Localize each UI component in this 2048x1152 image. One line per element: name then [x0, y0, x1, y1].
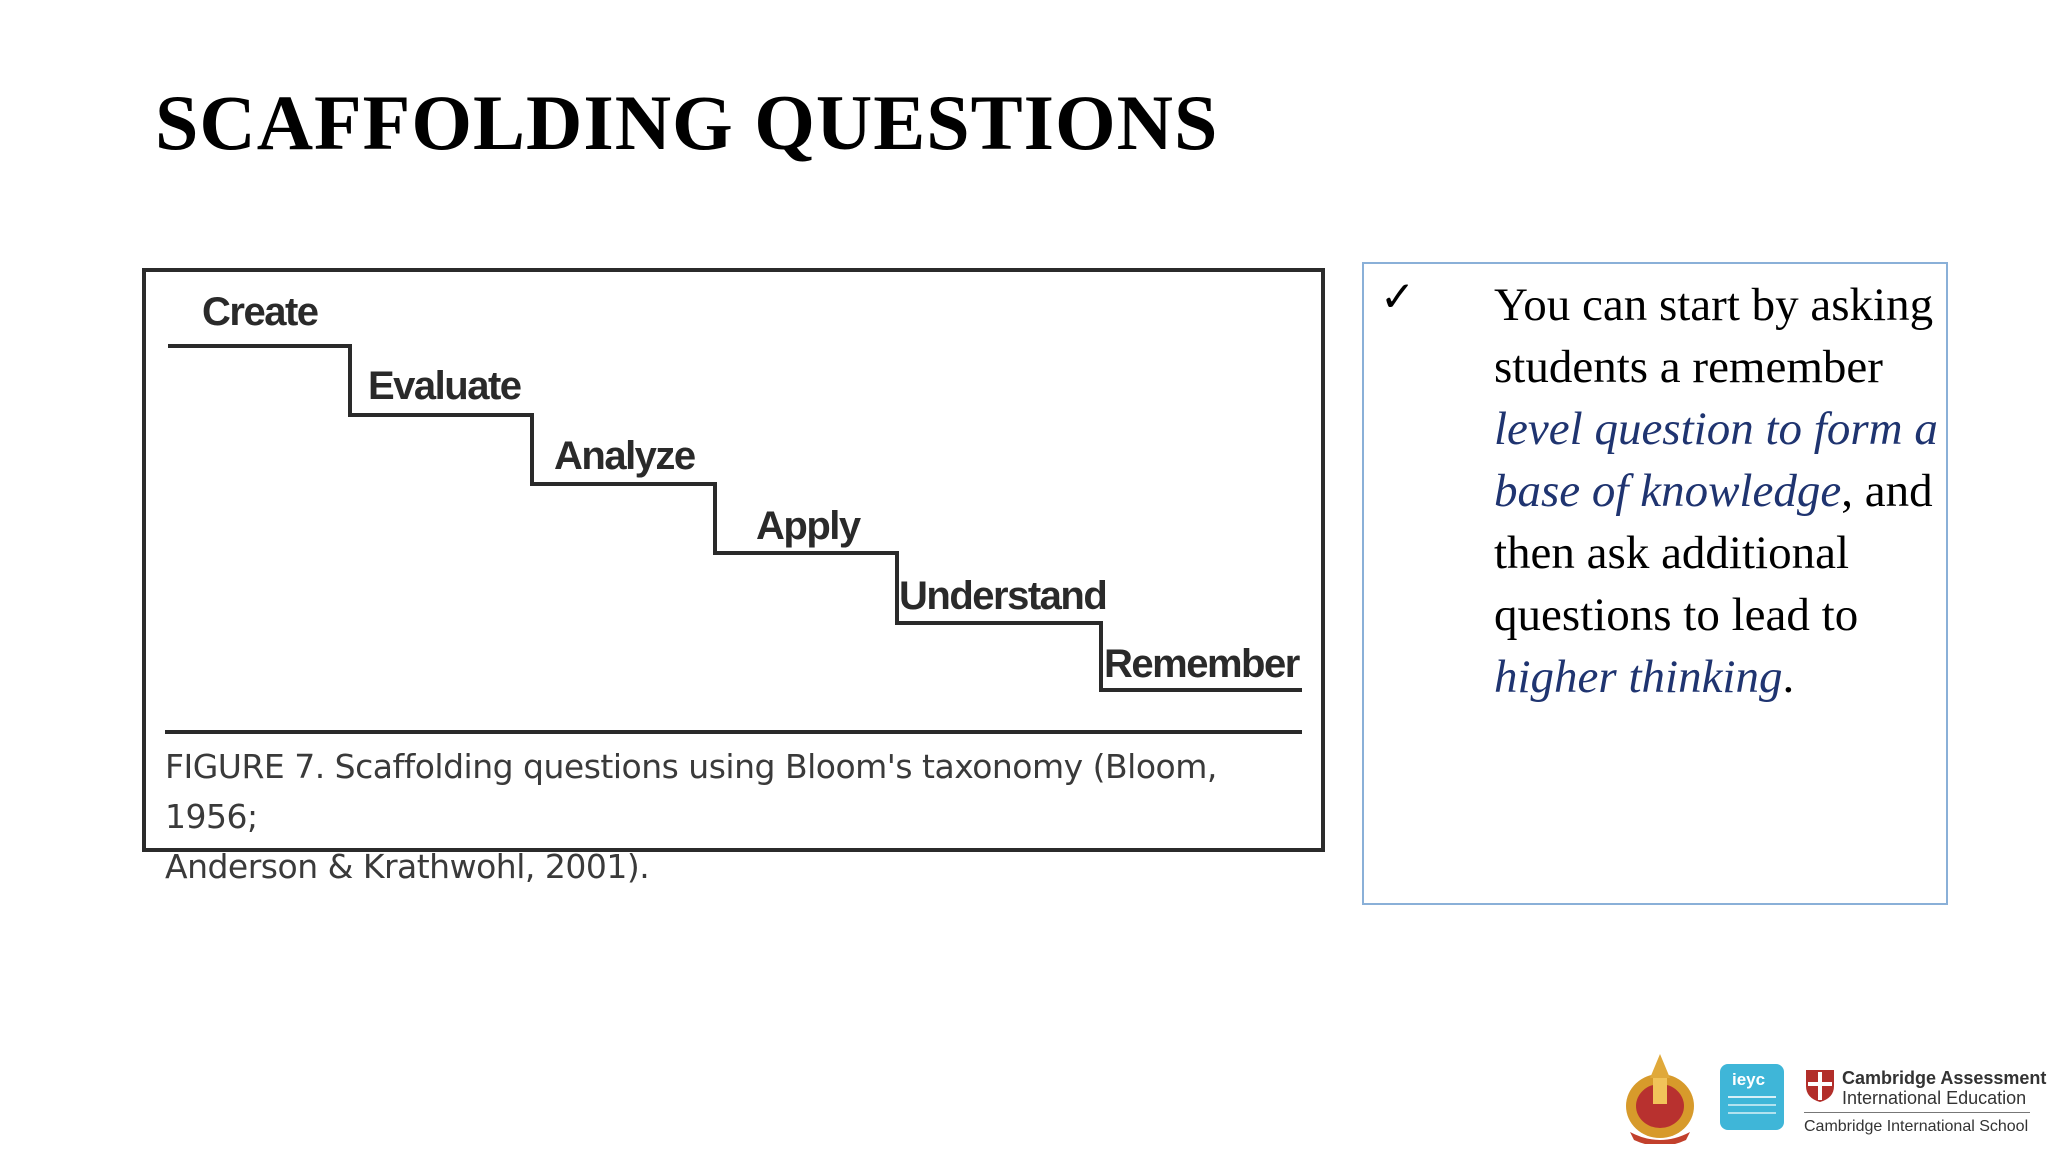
ieyc-label: ieyc — [1732, 1070, 1766, 1089]
step-apply: Apply — [756, 504, 860, 548]
caption-line-1: FIGURE 7. Scaffolding questions using Bloom's taxonomy (Bloom, 1956; — [165, 747, 1217, 836]
cambridge-line-1: Cambridge Assessment — [1842, 1068, 2047, 1088]
text-part-3: . — [1782, 651, 1795, 703]
figure-caption — [165, 742, 1315, 892]
text-part-1: You can start by asking students a remember — [1494, 279, 1934, 393]
step-create: Create — [202, 290, 318, 334]
text-part-2: , and then ask additional questions to lead to — [1494, 465, 1933, 641]
slide-title: SCAFFOLDING QUESTIONS — [155, 79, 1219, 166]
step-understand: Understand — [899, 574, 1107, 618]
emphasis-level-question: level question to form a base of knowledge — [1494, 403, 1938, 517]
cambridge-shield-logo — [1804, 1068, 1836, 1104]
explanation-textbox — [1362, 262, 1948, 905]
staircase-path — [168, 346, 1302, 690]
cambridge-line-3: Cambridge International School — [1804, 1118, 2029, 1135]
check-mark-icon: ✓ — [1380, 272, 1416, 321]
school-crest-logo — [1620, 1048, 1700, 1144]
footer-logos — [1620, 1048, 2047, 1148]
cambridge-line-2: International Education — [1842, 1088, 2027, 1108]
step-remember: Remember — [1104, 642, 1299, 686]
step-analyze: Analyze — [554, 434, 695, 478]
cambridge-divider — [1804, 1112, 2030, 1113]
step-evaluate: Evaluate — [368, 364, 521, 408]
bloom-staircase-figure — [142, 268, 1325, 886]
caption-line-2: Anderson & Krathwohl, 2001). — [165, 847, 650, 886]
explanation-text — [1494, 274, 1939, 708]
emphasis-higher-thinking: higher thinking — [1494, 651, 1783, 703]
ieyc-logo — [1720, 1064, 1784, 1130]
